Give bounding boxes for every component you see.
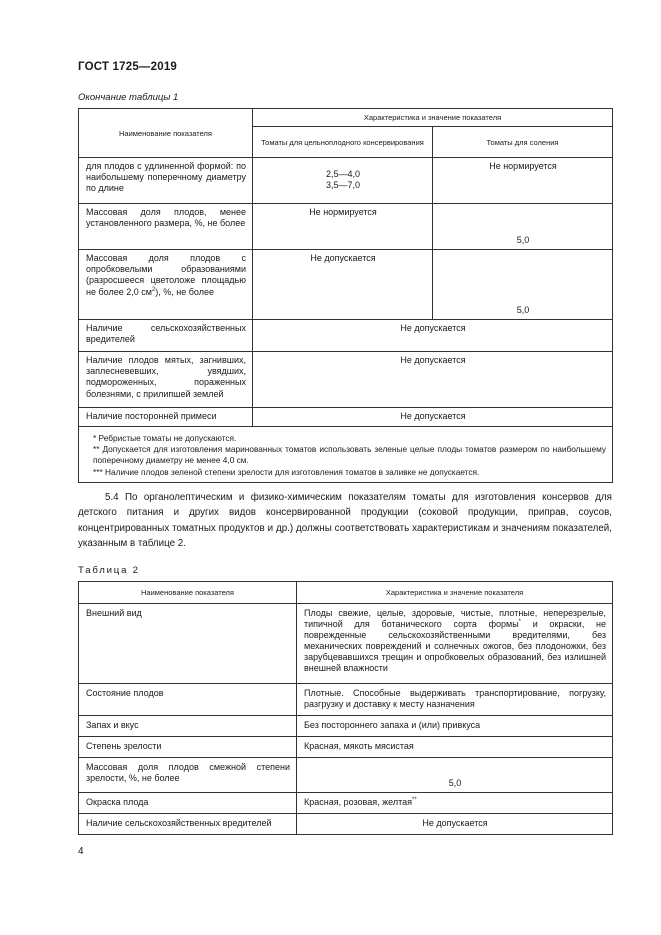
footnote-1: * Ребристые томаты не допускаются. — [93, 433, 237, 443]
row-value-part: и окраски, не поврежденные сельскохозяйственными вредителями, без механических повреждений и солнечных ожогов, без плодоножки, без зарубцевавшихся трещин и опробковелых образований, без излишней внешней влажности — [304, 619, 606, 674]
table1-header-salt: Томаты для соления — [433, 127, 613, 158]
row-value-part: Плоды свежие, целые, здоровые, чистые, плотные, неперезрелые, типичной для ботанического сорта формы — [304, 608, 606, 630]
row-value-whole: Не нормируется — [253, 204, 433, 250]
row-value: Красная, мякоть мясистая — [297, 737, 613, 758]
superscript: 2 — [151, 286, 156, 293]
row-name — [79, 250, 253, 320]
row-name: Запах и вкус — [79, 716, 297, 737]
table-row — [79, 793, 613, 814]
row-name: Наличие посторонней примеси — [79, 408, 253, 427]
table2-caption: Таблица 2 — [78, 565, 140, 576]
paragraph-5-4 — [78, 490, 612, 551]
table1-header-whole: Томаты для цельноплодного консервирования — [253, 127, 433, 158]
row-name: Степень зрелости — [79, 737, 297, 758]
footnote-2: ** Допускается для изготовления маринованных томатов использовать зеленые целые плоды томатов размером по наибольшему поперечному диаметру не менее 4,0 см. — [93, 444, 607, 466]
row-name-part: Массовая доля плодов с опробковелыми образованиями (разросшееся цветоложе площадью не более 2,0 см — [86, 253, 246, 297]
row-name: Окраска плода — [79, 793, 297, 814]
row-value: Не допускается — [253, 352, 613, 408]
row-value: Без постороннего запаха и (или) привкуса — [297, 716, 613, 737]
table2-header-name: Наименование показателя — [79, 582, 297, 604]
row-value — [297, 604, 613, 684]
row-value — [297, 793, 613, 814]
table-row — [79, 352, 613, 408]
row-name: Наличие плодов мятых, загнивших, заплесневевших, увядших, подмороженных, пораженных болезнями, с прилипшей землей — [79, 352, 253, 408]
table-notes-row — [79, 427, 613, 483]
table-row — [79, 204, 613, 250]
table-row — [79, 737, 613, 758]
paragraph-text: 5.4 По органолептическим и физико-химическим показателям томаты для изготовления консервов для детского питания и других видов консервированной продукции (соковой продукции, приправ, соусов, концентрированных томатных продуктов и др.) должны соответствовать характеристикам и значениям показателей, указанным в таблице 2. — [78, 492, 612, 549]
row-value-salt: 5,0 — [433, 204, 613, 250]
row-value: Не допускается — [253, 320, 613, 352]
row-value-whole: Не допускается — [253, 250, 433, 320]
row-name: Массовая доля плодов смежной степени зрелости, %, не более — [79, 758, 297, 793]
table-row — [79, 716, 613, 737]
row-value-whole — [253, 158, 433, 204]
table1-header-name: Наименование показателя — [79, 109, 253, 158]
table-row — [79, 604, 613, 684]
row-name: Массовая доля плодов, менее установленного размера, %, не более — [79, 204, 253, 250]
footnote-mark: * — [518, 619, 522, 626]
table2-header-value: Характеристика и значение показателя — [297, 582, 613, 604]
table-1 — [78, 108, 613, 483]
document-code: ГОСТ 1725—2019 — [78, 61, 178, 73]
row-name: Наличие сельскохозяйственных вредителей — [79, 320, 253, 352]
table-row — [79, 408, 613, 427]
table-row — [79, 814, 613, 835]
row-value-part: Красная, розовая, желтая — [304, 797, 412, 807]
table-row — [79, 684, 613, 716]
footnote-mark: ** — [411, 797, 417, 803]
table1-notes — [79, 427, 613, 483]
row-name: для плодов с удлиненной формой: по наибольшему поперечному диаметру по длине — [79, 158, 253, 204]
table-2 — [78, 581, 613, 835]
row-name: Внешний вид — [79, 604, 297, 684]
row-value: 5,0 — [297, 758, 613, 793]
row-value: Не допускается — [253, 408, 613, 427]
table-row — [79, 250, 613, 320]
row-value: Плотные. Способные выдерживать транспортирование, погрузку, разгрузку и доставку к месту назначения — [297, 684, 613, 716]
row-name-part: ), %, не более — [155, 286, 214, 297]
row-name: Наличие сельскохозяйственных вредителей — [79, 814, 297, 835]
row-value: Не допускается — [297, 814, 613, 835]
row-name: Состояние плодов — [79, 684, 297, 716]
table1-caption: Окончание таблицы 1 — [78, 92, 179, 103]
row-value-salt: Не нормируется — [433, 158, 613, 204]
table-row — [79, 158, 613, 204]
table-row — [79, 758, 613, 793]
value-line: 3,5—7,0 — [325, 180, 361, 191]
row-value-salt: 5,0 — [433, 250, 613, 320]
table-row — [79, 320, 613, 352]
value-line: 2,5—4,0 — [325, 169, 361, 179]
footnote-3: *** Наличие плодов зеленой степени зрелости для изготовления томатов в заливке не допускается. — [93, 466, 480, 477]
table1-header-group: Характеристика и значение показателя — [253, 109, 613, 127]
page-number: 4 — [78, 846, 84, 857]
